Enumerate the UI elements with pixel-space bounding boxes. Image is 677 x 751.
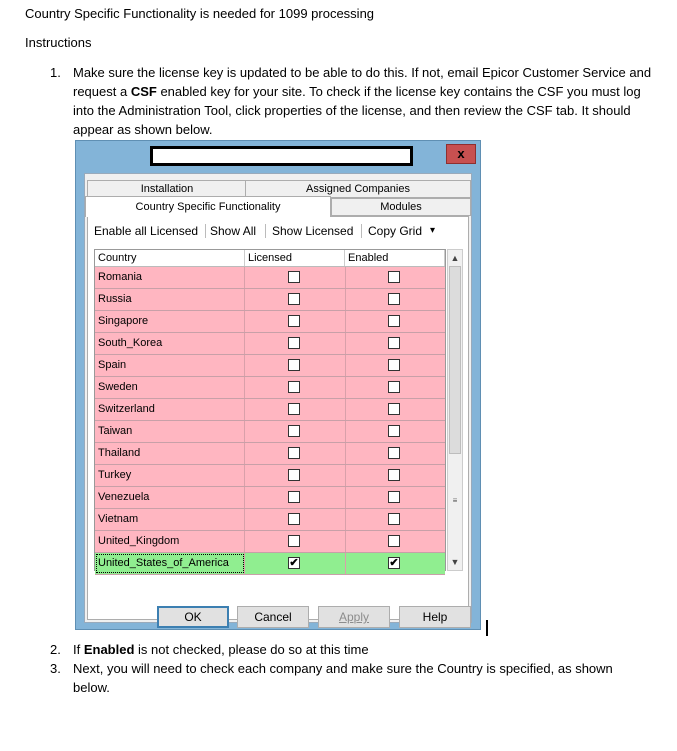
show-all-button[interactable]: Show All xyxy=(210,224,257,238)
toolbar-separator xyxy=(205,224,206,238)
country-cell[interactable]: Sweden xyxy=(95,377,245,398)
table-row[interactable] xyxy=(95,443,445,465)
country-cell[interactable]: United_States_of_America xyxy=(95,553,245,574)
toolbar-separator xyxy=(265,224,266,238)
apply-button-label: Apply xyxy=(338,610,370,624)
enabled-checkbox[interactable] xyxy=(388,293,400,305)
licensed-checkbox[interactable] xyxy=(288,491,300,503)
country-cell[interactable]: Vietnam xyxy=(95,509,245,530)
country-grid xyxy=(94,249,446,571)
column-divider xyxy=(345,443,346,464)
dialog-client-area xyxy=(84,173,472,623)
licensed-checkbox[interactable] xyxy=(288,337,300,349)
step-3-number: 3. xyxy=(50,661,61,676)
table-row[interactable] xyxy=(95,531,445,553)
licensed-checkbox[interactable] xyxy=(288,513,300,525)
step-2-text: If Enabled is not checked, please do so at this time xyxy=(73,642,369,657)
enabled-checkbox[interactable] xyxy=(388,315,400,327)
close-icon[interactable]: x xyxy=(457,146,465,161)
scroll-down-icon[interactable]: ▼ xyxy=(450,557,460,567)
column-divider xyxy=(345,289,346,310)
table-row[interactable] xyxy=(95,487,445,509)
licensed-checkbox[interactable] xyxy=(288,315,300,327)
column-divider xyxy=(345,311,346,332)
licensed-checkbox[interactable]: ✔ xyxy=(289,557,299,569)
step-2-number: 2. xyxy=(50,642,61,657)
country-cell[interactable]: Venezuela xyxy=(95,487,245,508)
table-row[interactable] xyxy=(95,553,445,575)
toolbar-separator xyxy=(361,224,362,238)
column-divider xyxy=(345,399,346,420)
enabled-checkbox[interactable] xyxy=(388,535,400,547)
text-cursor xyxy=(486,620,488,636)
csf-keyword: CSF xyxy=(130,84,157,99)
enabled-checkbox[interactable] xyxy=(388,491,400,503)
enabled-checkbox[interactable] xyxy=(388,381,400,393)
close-button[interactable] xyxy=(446,144,476,164)
enabled-checkbox[interactable] xyxy=(388,513,400,525)
table-row[interactable] xyxy=(95,399,445,421)
country-cell[interactable]: Russia xyxy=(95,289,245,310)
column-header-licensed[interactable]: Licensed xyxy=(245,250,345,266)
enabled-checkbox[interactable] xyxy=(388,403,400,415)
scrollbar-thumb[interactable] xyxy=(449,266,461,454)
table-row[interactable] xyxy=(95,421,445,443)
licensed-checkbox[interactable] xyxy=(288,535,300,547)
enabled-checkbox[interactable] xyxy=(388,271,400,283)
table-row[interactable] xyxy=(95,289,445,311)
tab-assigned-companies[interactable]: Assigned Companies xyxy=(245,180,471,198)
help-button[interactable]: Help xyxy=(399,606,471,628)
copy-grid-button[interactable]: Copy Grid xyxy=(368,224,423,238)
country-cell[interactable]: Spain xyxy=(95,355,245,376)
column-divider xyxy=(345,465,346,486)
table-row[interactable] xyxy=(95,377,445,399)
enabled-checkbox[interactable] xyxy=(388,425,400,437)
scroll-up-icon[interactable]: ▲ xyxy=(450,253,460,263)
step-1-number: 1. xyxy=(50,65,61,80)
column-divider xyxy=(345,487,346,508)
licensed-checkbox[interactable] xyxy=(288,403,300,415)
column-divider xyxy=(345,355,346,376)
show-licensed-button[interactable]: Show Licensed xyxy=(272,224,354,238)
scrollbar-grip-icon: ≡ xyxy=(452,496,458,505)
table-row[interactable] xyxy=(95,465,445,487)
cancel-button[interactable]: Cancel xyxy=(237,606,309,628)
chevron-down-icon[interactable]: ▾ xyxy=(430,225,436,236)
country-cell[interactable]: United_Kingdom xyxy=(95,531,245,552)
dialog-title-redacted xyxy=(150,146,413,166)
country-cell[interactable]: Romania xyxy=(95,267,245,288)
column-divider xyxy=(345,421,346,442)
table-row[interactable] xyxy=(95,509,445,531)
country-cell[interactable]: Switzerland xyxy=(95,399,245,420)
grid-toolbar xyxy=(88,217,468,245)
enabled-keyword: Enabled xyxy=(83,642,135,657)
table-row[interactable] xyxy=(95,267,445,289)
column-header-country[interactable]: Country xyxy=(95,250,245,266)
column-divider xyxy=(345,553,346,574)
table-row[interactable] xyxy=(95,333,445,355)
licensed-checkbox[interactable] xyxy=(288,293,300,305)
grid-vertical-scrollbar[interactable] xyxy=(447,249,463,571)
column-divider xyxy=(345,267,346,288)
country-cell[interactable]: Singapore xyxy=(95,311,245,332)
licensed-checkbox[interactable] xyxy=(288,469,300,481)
country-cell[interactable]: Thailand xyxy=(95,443,245,464)
column-divider xyxy=(345,531,346,552)
country-cell[interactable]: Taiwan xyxy=(95,421,245,442)
licensed-checkbox[interactable] xyxy=(288,271,300,283)
licensed-checkbox[interactable] xyxy=(288,359,300,371)
csf-panel xyxy=(87,216,469,620)
step-3-text: Next, you will need to check each company and make sure the Country is specified, as shown below. xyxy=(73,661,613,695)
table-row[interactable] xyxy=(95,355,445,377)
enable-all-licensed-button[interactable]: Enable all Licensed xyxy=(94,224,199,238)
column-divider xyxy=(345,333,346,354)
instructions-label: Instructions xyxy=(25,35,92,50)
enabled-checkbox[interactable] xyxy=(388,469,400,481)
step-1-text: Make sure the license key is updated to be able to do this. If not, email Epicor Customer Service and request a CSF enabled key for your site. To check if the license key contains the CSF you must log into the Administration Tool, click properties of the license, and then review the CSF tab. It should appear as shown below. xyxy=(73,65,652,137)
country-cell[interactable]: South_Korea xyxy=(95,333,245,354)
column-header-enabled[interactable]: Enabled xyxy=(345,250,445,266)
apply-button[interactable] xyxy=(318,606,390,628)
licensed-checkbox[interactable] xyxy=(288,447,300,459)
country-cell[interactable]: Turkey xyxy=(95,465,245,486)
column-divider xyxy=(345,509,346,530)
grid-header xyxy=(95,250,445,267)
enabled-checkbox[interactable] xyxy=(388,359,400,371)
licensed-checkbox[interactable] xyxy=(288,381,300,393)
license-properties-dialog xyxy=(75,140,481,630)
doc-heading: Country Specific Functionality is needed for 1099 processing xyxy=(25,6,375,21)
tab-installation[interactable]: Installation xyxy=(87,180,247,198)
licensed-checkbox[interactable] xyxy=(288,425,300,437)
enabled-checkbox[interactable] xyxy=(388,337,400,349)
tab-country-specific-functionality[interactable]: Country Specific Functionality xyxy=(85,196,331,217)
ok-button[interactable]: OK xyxy=(157,606,229,628)
column-divider xyxy=(345,377,346,398)
tab-modules[interactable]: Modules xyxy=(331,198,471,216)
enabled-checkbox[interactable] xyxy=(388,447,400,459)
enabled-checkbox[interactable]: ✔ xyxy=(389,557,399,569)
table-row[interactable] xyxy=(95,311,445,333)
